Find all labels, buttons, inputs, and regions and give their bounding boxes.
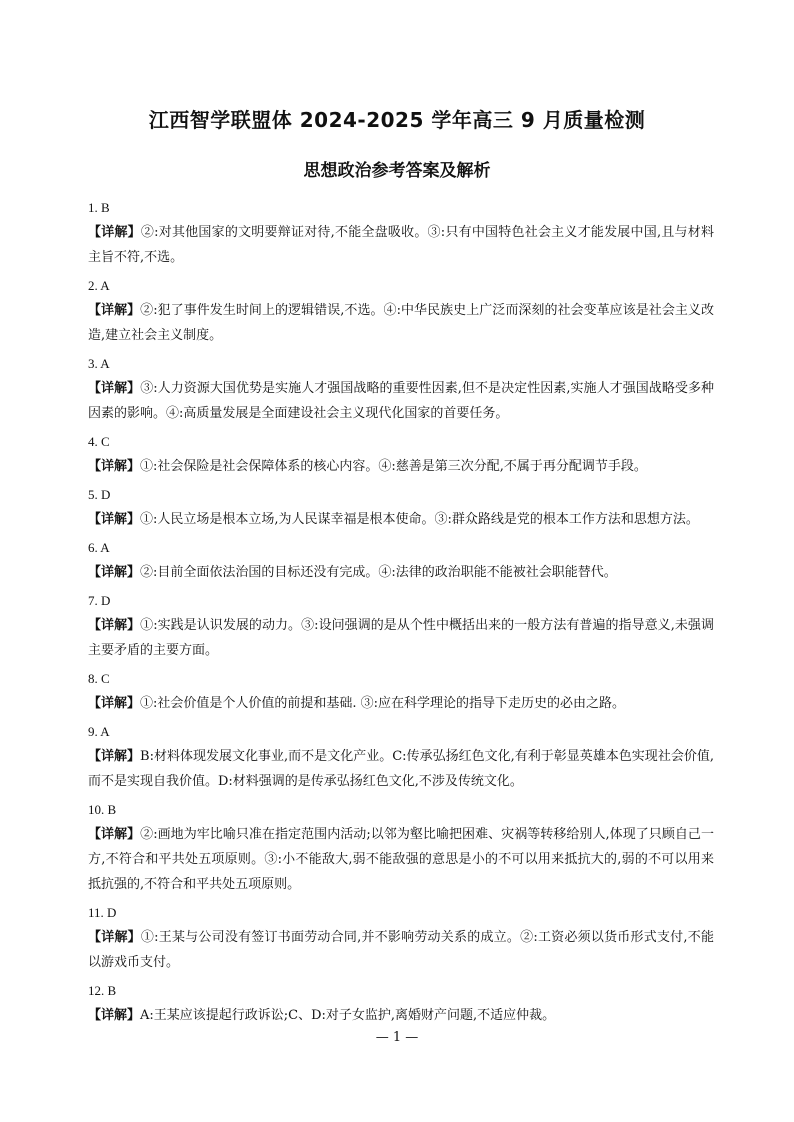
answer-detail — [88, 507, 714, 532]
detail-tag: 【详解】 — [88, 459, 141, 474]
detail-text: ③:人力资源大国优势是实施人才强国战略的重要性因素,但不是决定性因素,实施人才强国战略受多种因素的影响。④:高质量发展是全面建设社会主义现代化国家的首要任务。 — [88, 381, 714, 421]
answer-detail — [88, 822, 714, 897]
answer-detail — [88, 744, 714, 794]
detail-tag: 【详解】 — [88, 827, 141, 842]
detail-text: ②:目前全面依法治国的目标还没有完成。④:法律的政治职能不能被社会职能替代。 — [140, 565, 617, 580]
question-number: 1. B — [88, 200, 110, 215]
question-number: 8. C — [88, 671, 110, 686]
answer-detail — [88, 691, 714, 716]
question-number: 6. A — [88, 540, 110, 555]
question-number: 5. D — [88, 487, 111, 502]
answer-detail — [88, 220, 714, 270]
answer-item — [0, 903, 794, 975]
answer-list — [0, 198, 794, 1034]
detail-text: ②:犯了事件发生时间上的逻辑错误,不选。④:中华民族史上广泛而深刻的社会变革应该是社会主义改造,建立社会主义制度。 — [88, 303, 714, 343]
answer-item — [0, 198, 794, 270]
question-number: 4. C — [88, 434, 110, 449]
answer-detail — [88, 376, 714, 426]
answer-item — [0, 538, 794, 585]
question-number: 9. A — [88, 724, 110, 739]
detail-tag: 【详解】 — [88, 512, 141, 527]
answer-item — [0, 800, 794, 897]
detail-text: B:材料体现发展文化事业,而不是文化产业。C:传承弘扬红色文化,有利于彰显英雄本色实现社会价值,而不是实现自我价值。D:材料强调的是传承弘扬红色文化,不涉及传统文化。 — [88, 749, 714, 789]
question-number: 11. D — [88, 905, 117, 920]
question-number: 2. A — [88, 278, 110, 293]
answer-detail — [88, 613, 714, 663]
answer-detail — [88, 560, 714, 585]
answer-detail — [88, 925, 714, 975]
page-title: 江西智学联盟体 2024-2025 学年高三 9 月质量检测 — [148, 108, 646, 132]
detail-tag: 【详解】 — [88, 930, 141, 945]
detail-text: ①:社会价值是个人价值的前提和基础. ③:应在科学理论的指导下走历史的必由之路。 — [140, 696, 626, 711]
answer-item — [0, 981, 794, 1028]
detail-tag: 【详解】 — [88, 618, 141, 633]
detail-tag: 【详解】 — [88, 565, 141, 580]
question-number: 3. A — [88, 356, 110, 371]
detail-text: ①:社会保险是社会保障体系的核心内容。④:慈善是第三次分配,不属于再分配调节手段。 — [140, 459, 647, 474]
detail-text: ②:画地为牢比喻只准在指定范围内活动;以邻为壑比喻把困难、灾祸等转移给别人,体现了只顾自己一方,不符合和平共处五项原则。③:小不能敌大,弱不能敌强的意思是小的不可以用来抵抗大的,弱的不可以用来抵抗强的,不符合和平共处五项原则。 — [88, 827, 714, 892]
answer-item — [0, 669, 794, 716]
page-subtitle: 思想政治参考答案及解析 — [303, 161, 491, 181]
detail-text: ①:人民立场是根本立场,为人民谋幸福是根本使命。③:群众路线是党的根本工作方法和思想方法。 — [140, 512, 699, 527]
detail-tag: 【详解】 — [88, 381, 141, 396]
question-number: 10. B — [88, 802, 117, 817]
answer-item — [0, 591, 794, 663]
page-number: — 1 — — [375, 1030, 419, 1045]
question-number: 7. D — [88, 593, 111, 608]
answer-detail — [88, 454, 714, 479]
answer-detail — [88, 298, 714, 348]
question-number: 12. B — [88, 983, 117, 998]
answer-item — [0, 354, 794, 426]
answer-item — [0, 722, 794, 794]
detail-text: ②:对其他国家的文明要辩证对待,不能全盘吸收。③:只有中国特色社会主义才能发展中国,且与材料主旨不符,不选。 — [88, 225, 714, 265]
detail-tag: 【详解】 — [88, 749, 141, 764]
detail-text: ①:实践是认识发展的动力。③:设问强调的是从个性中概括出来的一般方法有普遍的指导意义,未强调主要矛盾的主要方面。 — [88, 618, 714, 658]
detail-tag: 【详解】 — [88, 225, 141, 240]
answer-item — [0, 485, 794, 532]
answer-detail — [88, 1003, 714, 1028]
detail-tag: 【详解】 — [88, 696, 141, 711]
answer-item — [0, 432, 794, 479]
detail-tag: 【详解】 — [88, 1008, 141, 1023]
detail-text: ①:王某与公司没有签订书面劳动合同,并不影响劳动关系的成立。②:工资必须以货币形式支付,不能以游戏币支付。 — [88, 930, 714, 970]
detail-text: A:王某应该提起行政诉讼;C、D:对子女监护,离婚财产问题,不适应仲裁。 — [140, 1008, 556, 1023]
answer-item — [0, 276, 794, 348]
detail-tag: 【详解】 — [88, 303, 141, 318]
